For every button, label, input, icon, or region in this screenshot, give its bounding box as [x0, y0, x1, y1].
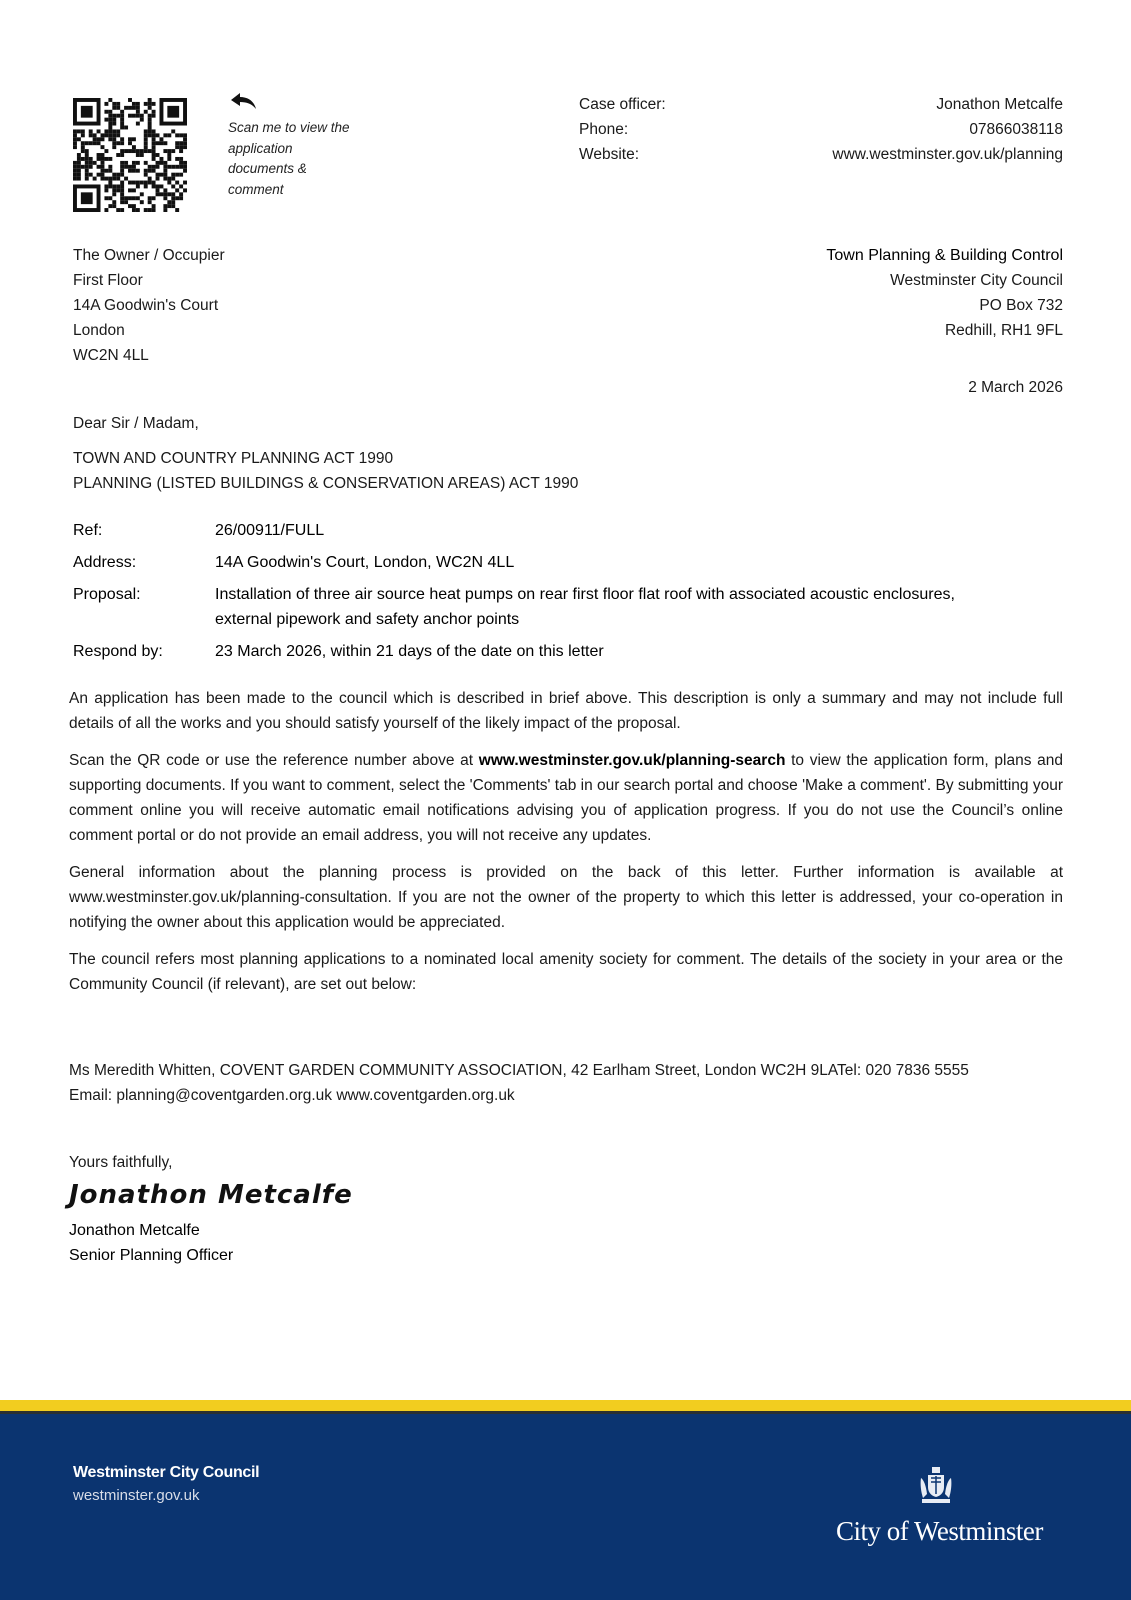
acts-heading: [73, 446, 578, 496]
case-officer-row: [579, 92, 1063, 117]
ref-row: [73, 518, 1063, 543]
address-line: The Owner / Occupier: [73, 247, 225, 264]
label: Phone:: [579, 121, 629, 138]
footer-url[interactable]: westminster.gov.uk: [73, 1487, 200, 1504]
salutation: Dear Sir / Madam,: [73, 415, 199, 432]
society-address: Ms Meredith Whitten, COVENT GARDEN COMMUNITY ASSOCIATION, 42 Earlham Street, London WC2H 9LATel: 020 7836 5555: [69, 1062, 969, 1079]
reference-number: 26/00911/FULL: [215, 522, 325, 539]
text: Scan the QR code or use the reference number above at: [69, 752, 479, 769]
signatory-name: Jonathon Metcalfe: [69, 1222, 200, 1239]
qr-caption: Scan me to view the application documents & comment: [228, 120, 350, 197]
back-arrow-icon: [230, 92, 258, 112]
department-name: Town Planning & Building Control: [826, 247, 1063, 264]
paragraph: An application has been made to the council which is described in brief above. This description is only a summary and may not include full details of all the works and you should satisfy yourself of the likely impact of the proposal.: [69, 690, 1063, 732]
address-line: WC2N 4LL: [73, 347, 149, 364]
proposal-description: Installation of three air source heat pumps on rear first floor flat roof with associated acoustic enclosures, external pipework and safety anchor points: [215, 586, 955, 628]
text: to view the application form, plans and supporting documents. If you want to comment, select the 'Comments' tab in our search portal and choose 'Make a comment'. By submitting your comment online you will receive automatic email notifications advising you of application progress. If you do not use the Council’s online comment portal or do not provide an email address, you will not receive any updates.: [69, 752, 1064, 844]
site-address: 14A Goodwin's Court, London, WC2N 4LL: [215, 554, 515, 571]
contact-details: [579, 92, 1063, 167]
act-line: PLANNING (LISTED BUILDINGS & CONSERVATION AREAS) ACT 1990: [73, 475, 579, 492]
act-line: TOWN AND COUNTRY PLANNING ACT 1990: [73, 450, 394, 467]
signatory: [69, 1218, 233, 1268]
paragraph: The council refers most planning applications to a nominated local amenity society for comment. The details of the society in your area or the Community Council (if relevant), are set out below:: [69, 951, 1063, 993]
address-line: First Floor: [73, 272, 143, 289]
paragraph: General information about the planning process is provided on the back of this letter. Further information is available at www.westminster.gov.uk/planning-consultation. If you are not the owner of the property to which this letter is addressed, your co-operation in notifying the owner about this application would be appreciated.: [69, 864, 1063, 931]
label: Address:: [73, 554, 137, 571]
footer-org-name: Westminster City Council: [73, 1464, 260, 1481]
label: Proposal:: [73, 586, 141, 603]
phone-row: [579, 117, 1063, 142]
letter-body: [69, 686, 1063, 1009]
footer-logo-text: City of Westminster: [836, 1516, 1043, 1546]
label: Website:: [579, 146, 640, 163]
phone-number: 07866038118: [969, 121, 1063, 138]
respond-by-date: 23 March 2026, within 21 days of the date on this letter: [215, 643, 604, 660]
address-line: Redhill, RH1 9FL: [944, 322, 1063, 339]
amenity-society-details: [69, 1058, 1063, 1108]
application-details: [73, 518, 1063, 671]
recipient-address: [73, 243, 225, 368]
address-line: London: [73, 322, 125, 339]
sender-address: [826, 243, 1063, 343]
address-row: [73, 550, 1063, 575]
proposal-row: [73, 582, 1063, 632]
case-officer-name: Jonathon Metcalfe: [936, 96, 1063, 113]
address-line: Westminster City Council: [890, 272, 1063, 289]
label: Respond by:: [73, 643, 163, 660]
letter-date: 2 March 2026: [968, 379, 1063, 396]
label: Ref:: [73, 522, 103, 539]
website-row: [579, 142, 1063, 167]
paragraph: [69, 748, 1063, 848]
address-line: PO Box 732: [979, 297, 1063, 314]
planning-search-link[interactable]: www.westminster.gov.uk/planning-search: [478, 752, 786, 769]
society-contact: Email: planning@coventgarden.org.uk www.coventgarden.org.uk: [69, 1087, 515, 1104]
website-link[interactable]: www.westminster.gov.uk/planning: [832, 146, 1063, 163]
closing: Yours faithfully,: [69, 1154, 173, 1171]
coat-of-arms-icon: [919, 1466, 953, 1506]
signatory-title: Senior Planning Officer: [69, 1247, 234, 1264]
footer-band: [0, 1414, 1131, 1600]
qr-code[interactable]: [73, 98, 187, 212]
label: Case officer:: [579, 96, 666, 113]
signature: Jonathon Metcalfe: [69, 1180, 353, 1210]
address-line: 14A Goodwin's Court: [73, 297, 219, 314]
respond-by-row: [73, 639, 1063, 664]
